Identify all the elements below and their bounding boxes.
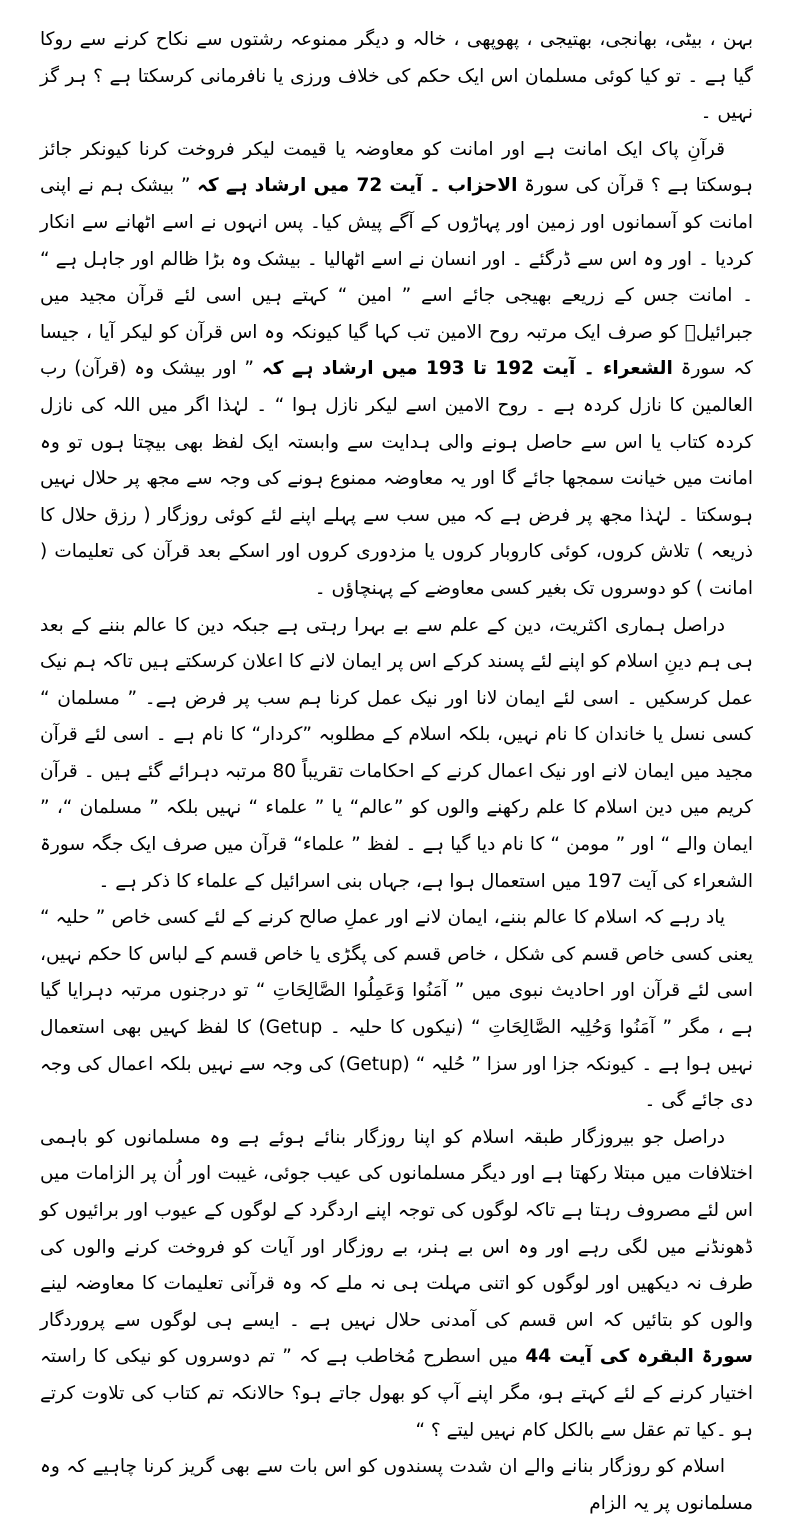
paragraph [40, 608, 753, 901]
paragraph [40, 900, 753, 1120]
text-run: یاد رہے کہ اسلام کا عالم بننے، ایمان لانے اور عملِ صالح کرنے کے لئے کسی خاص ” حلیہ “ یعنی کسی خاص قسم کی شکل ، خاص قسم کی پگڑی یا خاص قسم کے لباس کا حکم نہیں، اسی لئے قرآن اور احادیث نبوی میں ” آمَنُوا وَعَمِلُوا الصَّالِحَاتِ “ تو درجنوں مرتبہ دہرایا گیا ہے ، مگر ” آمَنُوا وَحُلِیہ الصَّالِحَاتِ “ (نیکوں کا حلیہ ۔ Getup) کا لفظ کہیں بھی استعمال نہیں ہوا ہے ۔ کیونکہ جزا اور سزا ” حُلیہ “ (Getup) کی وجہ سے نہیں بلکہ اعمال کی وجہ دی جائے گی ۔ [40, 907, 753, 1112]
paragraph-container [40, 22, 753, 1522]
document-page [40, 22, 753, 1514]
emphasized-reference: سورۃ البقرہ کی آیت 44 [525, 1346, 753, 1368]
paragraph [40, 1449, 753, 1522]
text-run: دراصل ہماری اکثریت، دین کے علم سے بے بہرا رہتی ہے جبکہ دین کا عالم بننے کے بعد ہی ہم دینِ اسلام کو اپنے لئے پسند کرکے اس پر ایمان لانے کا اعلان کرسکتے ہیں تاکہ ہم نیک عمل کرسکیں ۔ اسی لئے ایمان لانا اور نیک عمل کرنا ہم سب پر فرض ہے۔ ” مسلمان “ کسی نسل یا خاندان کا نام نہیں، بلکہ اسلام کے مطلوبہ ”کردار“ کا نام ہے ۔ اسی لئے قرآن مجید میں ایمان لانے اور نیک اعمال کرنے کے احکامات تقریباً 80 مرتبہ دہرائے گئے ہیں ۔ قرآن کریم میں دین اسلام کا علم رکھنے والوں کو ”عالم“ یا ” علماء “ نہیں بلکہ ” مسلمان “، ” ایمان والے “ اور ” مومن “ کا نام دیا گیا ہے ۔ لفظ ” علماء“ قرآن میں صرف ایک جگہ سورۃ الشعراء کی آیت 197 میں استعمال ہوا ہے، جہاں بنی اسرائیل کے علماء کا ذکر ہے ۔ [40, 614, 753, 892]
text-run: بہن ، بیٹی، بھانجی، بھتیجی ، پھوپھی ، خالہ و دیگر ممنوعہ رشتوں سے نکاح کرنے سے روکا گیا ہے ۔ تو کیا کوئی مسلمان اس ایک حکم کی خلاف ورزی یا نافرمانی کرسکتا ہے ؟ ہر گز نہیں ۔ [40, 29, 753, 124]
emphasized-reference: الشعراء ۔ آیت 192 تا 193 میں ارشاد ہے کہ [261, 358, 673, 380]
paragraph [40, 22, 753, 132]
text-run: دراصل جو بیروزگار طبقہ اسلام کو اپنا روزگار بنائے ہوئے ہے وہ مسلمانوں کو باہمی اختلافات میں مبتلا رکھتا ہے اور دیگر مسلمانوں کی عیب جوئی، غیبت اور اُن پر الزامات میں اس لئے مصروف رہتا ہے تاکہ لوگوں کی توجہ اپنے اردگرد کے لوگوں کے عیوب اور برائیوں کو ڈھونڈنے میں لگی رہے اور وہ اس بے ہنر، بے روزگار اور آیات کو فروخت کرنے والوں کی طرف نہ دیکھیں اور لوگوں کو اتنی مہلت ہی نہ ملے کہ وہ قرآنی تعلیمات کا معاوضہ لینے والوں کو بتائیں کہ اس قسم کی آمدنی حلال نہیں ہے ۔ ایسے ہی لوگوں سے پروردگار [40, 1126, 753, 1331]
text-run: ” بیشک ہم نے اپنی امانت کو آسمانوں اور زمین اور پہاڑوں کے آگے پیش کیا۔ پس انہوں نے اسے اٹھانے سے انکار کردیا ۔ اور وہ اس سے ڈرگئے ۔ اور انسان نے اسے اٹھالیا ۔ بیشک وہ بڑا ظالم اور جاہل ہے “ ۔ امانت جس کے زریعے بھیجی جائے اسے ” امین “ کہتے ہیں اسی لئے قرآن مجید میں جبرائیلؑ کو صرف ایک مرتبہ روح الامین تب کہا گیا کیونکہ وہ اس قرآن کو لیکر آیا ، جیسا کہ سورۃ [40, 175, 753, 380]
paragraph [40, 132, 753, 608]
paragraph [40, 1120, 753, 1449]
text-run: قرآنِ پاک ایک امانت ہے اور امانت کو معاوضہ یا قیمت لیکر فروخت کرنا کیونکر جائز ہوسکتا ہے ؟ قرآن کی سورۃ [40, 138, 753, 197]
text-run: میں اسطرح مُخاطب ہے کہ ” تم دوسروں کو نیکی کا راستہ اختیار کرنے کے لئے کہتے ہو، مگر اپنے آپ کو بھول جاتے ہو؟ حالانکہ تم کتاب کی تلاوت کرتے ہو ۔کیا تم عقل سے بالکل کام نہیں لیتے ؟ “ [40, 1346, 753, 1441]
text-run: اسلام کو روزگار بنانے والے ان شدت پسندوں کو اس بات سے بھی گریز کرنا چاہیے کہ وہ مسلمانوں پر یہ الزام [40, 1456, 753, 1514]
text-run: ” اور بیشک وہ (قرآن) رب العالمین کا نازل کردہ ہے ۔ روح الامین اسے لیکر نازل ہوا “ ۔ لہٰذا اگر میں اللہ کی نازل کردہ کتاب یا اس سے حاصل ہونے والی ہدایت سے وابستہ ایک لفظ بھی بیچتا ہوں تو وہ امانت میں خیانت سمجھا جائے گا اور یہ معاوضہ ممنوع ہونے کی وجہ سے مجھ پر حلال نہیں ہوسکتا ۔ لہٰذا مجھ پر فرض ہے کہ میں سب سے پہلے اپنے لئے کوئی روزگار ( رزق حلال کا ذریعہ ) تلاش کروں، کوئی کاروبار کروں یا مزدوری کروں اور اسکے بعد قرآن کی تعلیمات ( امانت ) کو دوسروں تک بغیر کسی معاوضے کے پہنچاؤں ۔ [40, 358, 753, 599]
emphasized-reference: الاحزاب ۔ آیت 72 میں ارشاد ہے کہ [197, 175, 518, 197]
